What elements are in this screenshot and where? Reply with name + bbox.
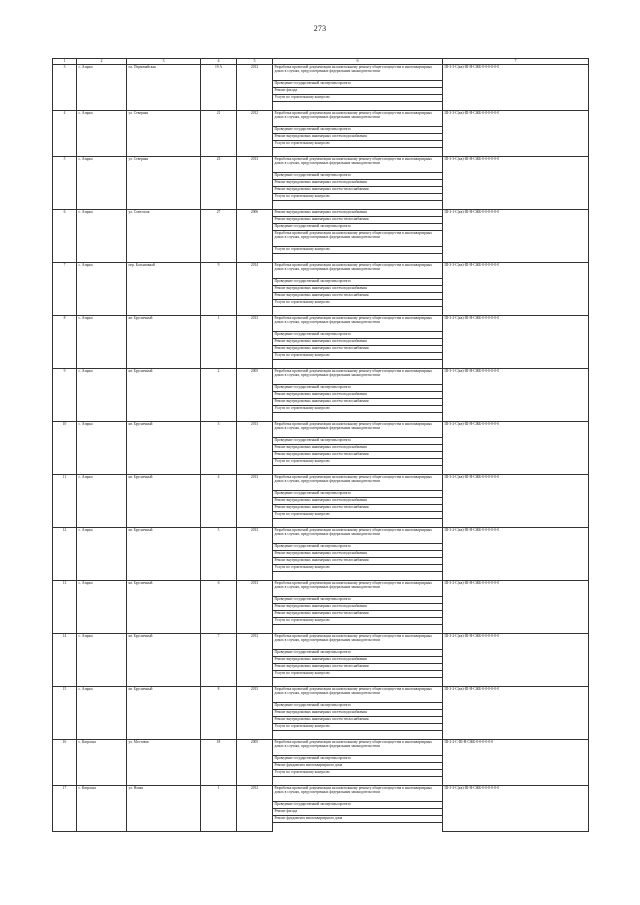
street-cell: ул. Северная (127, 111, 201, 157)
empty-cell (273, 731, 443, 740)
page-number: 273 (313, 24, 327, 33)
classification-code-cell: Ш-3-2-С(кв)-Ш-Н-СЖБ-0-0-0-0-0-0 (443, 422, 589, 475)
year-cell: 2013 (237, 581, 273, 634)
table-row (53, 528, 589, 544)
work-item-cell: Услуги по строительному контролю (273, 724, 443, 731)
year-cell: 2012 (237, 111, 273, 157)
work-item-cell: Разработка проектной документации на капитальному ремонту общего имущества в многоквартирных домах в случаях, предусмотренных федеральным законодательством (273, 475, 443, 491)
work-item-cell: Ремонт внутридомовых инженерных систем теплоснабжения (273, 717, 443, 724)
table-row (53, 111, 589, 127)
work-item-cell: Ремонт внутридомовых инженерных систем теплоснабжения (273, 452, 443, 459)
classification-code-cell: Ш-3-2-С(кв)-Ш-Н-СЖБ-0-0-0-0-0-0 (443, 687, 589, 740)
street-cell: кв. Бруснечный (127, 528, 201, 581)
work-item-cell: Ремонт внутридомовых инженерных систем водоснабжения (273, 286, 443, 293)
table-row (53, 369, 589, 385)
classification-code-cell: Ш-3-3-С(кв)-Ш-Н-СЖБ-0-0-0-0-0-0 (443, 786, 589, 832)
classification-code-cell: Ш-3-3-С(кв)-Ш-Н-СЖБ-0-0-0-0-0-0 (443, 65, 589, 111)
year-cell: 2013 (237, 316, 273, 369)
empty-cell (273, 102, 443, 111)
table-row (53, 65, 589, 81)
empty-cell (273, 678, 443, 687)
work-item-cell: Услуги по строительному контролю (273, 247, 443, 254)
work-item-cell: Ремонт внутридомовых инженерных систем водоснабжения (273, 710, 443, 717)
work-item-cell: Услуги по строительному контролю (273, 194, 443, 201)
work-item-cell: Ремонт внутридомовых инженерных систем водоснабжения (273, 339, 443, 346)
work-item-cell: Разработка проектной документации на капитальному ремонту общего имущества в многоквартирных домах в случаях, предусмотренных федеральным законодательством (273, 111, 443, 127)
work-item-cell: Ремонт внутридомовых инженерных систем теплоснабжения (273, 217, 443, 224)
street-cell: пл. Первомайская (127, 65, 201, 111)
house-number-cell: 23 (201, 157, 237, 210)
work-item-cell: Ремонт внутридомовых инженерных систем теплоснабжения (273, 399, 443, 406)
work-item-cell: Ремонт внутридомовых инженерных систем теплоснабжения (273, 293, 443, 300)
street-cell: ул. Новая (127, 786, 201, 832)
work-item-cell: Ремонт внутридомовых инженерных систем водоснабжения (273, 498, 443, 505)
street-cell: кв. Бруснечный (127, 369, 201, 422)
work-item-cell: Разработка проектной документации на капитальному ремонту общего имущества в многоквартирных домах в случаях, предусмотренных федеральным законодательством (273, 634, 443, 650)
work-item-cell: Разработка проектной документации на капитальному ремонту общего имущества в многоквартирных домах в случаях, предусмотренных федеральным законодательством (273, 157, 443, 173)
work-item-cell: Ремонт фундамента многоквартирного дома (273, 816, 443, 823)
classification-code-cell: Ш-3-1-С(кв)-Ш-Н-СЖБ-0-0-0-0-0-0 (443, 369, 589, 422)
settlement-cell: с. Катрасна (77, 786, 127, 832)
work-item-cell: Проведение государственной экспертизы проекта (273, 756, 443, 763)
empty-cell (273, 519, 443, 528)
settlement-cell: с. Азарка (77, 316, 127, 369)
col-header: 1 (53, 59, 77, 65)
house-number-cell: 21 (201, 111, 237, 157)
work-item-cell: Проведение государственной экспертизы проекта (273, 438, 443, 445)
street-cell: кв. Бруснечный (127, 422, 201, 475)
work-item-cell: Услуги по строительному контролю (273, 406, 443, 413)
house-number-cell: 1 (201, 316, 237, 369)
house-number-cell: 19 А (201, 65, 237, 111)
work-item-cell: Проведение государственной экспертизы проекта (273, 224, 443, 231)
work-item-cell: Проведение государственной экспертизы проекта (273, 703, 443, 710)
work-item-cell: Проведение государственной экспертизы проекта (273, 597, 443, 604)
work-item-cell: Ремонт внутридомовых инженерных систем теплоснабжения (273, 187, 443, 194)
work-item-cell: Разработка проектной документации на капитальному ремонту общего имущества в многоквартирных домах в случаях, предусмотренных федеральным законодательством (273, 369, 443, 385)
year-cell: 2012 (237, 786, 273, 832)
work-item-cell: Ремонт фасада (273, 809, 443, 816)
work-item-cell: Ремонт внутридомовых инженерных систем водоснабжения (273, 604, 443, 611)
classification-code-cell: Ш-3-1-С(кв)-Ш-Н-СЖБ-0-0-0-0-0-0 (443, 210, 589, 263)
work-item-cell: Разработка проектной документации на капитальному ремонту общего имущества в многоквартирных домах в случаях, предусмотренных федеральным законодательством (273, 786, 443, 802)
settlement-cell: с. Азарка (77, 528, 127, 581)
table-body (53, 65, 589, 832)
col-header: 4 (201, 59, 237, 65)
work-item-cell: Проведение государственной экспертизы проекта (273, 127, 443, 134)
work-item-cell: Ремонт внутридомовых инженерных систем водоснабжения (273, 180, 443, 187)
empty-cell (273, 777, 443, 786)
work-item-cell: Ремонт внутридомовых инженерных систем водоснабжения (273, 445, 443, 452)
settlement-cell: с. Азарка (77, 263, 127, 316)
street-cell: кв. Бруснечный (127, 634, 201, 687)
work-item-cell: Услуги по строительному контролю (273, 459, 443, 466)
table-row (53, 475, 589, 491)
row-number: 8 (53, 316, 77, 369)
row-number: 5 (53, 157, 77, 210)
empty-cell (273, 307, 443, 316)
work-item-cell: Услуги по строительному контролю (273, 353, 443, 360)
classification-code-cell: Ш-3-3-С(кв)-Ш-Н-СЖБ-0-0-0-0-0-0 (443, 111, 589, 157)
table-row (53, 157, 589, 173)
classification-code-cell: Ш-2-2-С-Ш-Н-СЖБ-0-0-0-0-0-0 (443, 740, 589, 786)
empty-cell (273, 823, 443, 832)
street-cell: ул. Мостовая (127, 740, 201, 786)
table-row (53, 316, 589, 332)
house-number-cell: 1 (201, 786, 237, 832)
table-row (53, 634, 589, 650)
work-item-cell: Ремонт внутридомовых инженерных систем водоснабжения (273, 392, 443, 399)
year-cell: 2013 (237, 422, 273, 475)
table-row (53, 581, 589, 597)
work-item-cell: Разработка проектной документации на капитальному ремонту общего имущества в многоквартирных домах в случаях, предусмотренных федеральным законодательством (273, 687, 443, 703)
year-cell: 2005 (237, 369, 273, 422)
row-number: 16 (53, 740, 77, 786)
street-cell: кв. Бруснечный (127, 316, 201, 369)
work-item-cell: Проведение государственной экспертизы проекта (273, 279, 443, 286)
settlement-cell: с. Азарка (77, 210, 127, 263)
row-number: 17 (53, 786, 77, 832)
year-cell: 2014 (237, 263, 273, 316)
work-item-cell: Услуги по строительному контролю (273, 618, 443, 625)
classification-code-cell: Ш-3-2-С(кв)-Ш-Н-СЖБ-0-0-0-0-0-0 (443, 634, 589, 687)
row-number: 11 (53, 475, 77, 528)
work-item-cell: Разработка проектной документации на капитальному ремонту общего имущества в многоквартирных домах в случаях, предусмотренных федеральным законодательством (273, 263, 443, 279)
settlement-cell: с. Азарка (77, 65, 127, 111)
work-item-cell: Разработка проектной документации на капитальному ремонту общего имущества в многоквартирных домах в случаях, предусмотренных федеральным законодательством (273, 528, 443, 544)
classification-code-cell: Ш-3-2-С(кв)-Ш-Н-СЖБ-0-0-0-0-0-0 (443, 316, 589, 369)
row-number: 13 (53, 581, 77, 634)
street-cell: кв. Бруснечный (127, 475, 201, 528)
work-item-cell: Ремонт внутридомовых инженерных систем теплоснабжения (273, 505, 443, 512)
work-item-cell: Разработка проектной документации на капитальному ремонту общего имущества в многоквартирных домах в случаях, предусмотренных федеральным законодательством (273, 65, 443, 81)
settlement-cell: с. Азарка (77, 581, 127, 634)
repair-program-table (52, 58, 589, 832)
street-cell: кв. Бруснечный (127, 687, 201, 740)
year-cell: 2013 (237, 157, 273, 210)
street-cell: пер. Больничный (127, 263, 201, 316)
house-number-cell: 9 (201, 263, 237, 316)
classification-code-cell: Ш-3-3-С(кв)-Ш-Н-СЖБ-0-0-0-0-0-0 (443, 157, 589, 210)
empty-cell (273, 413, 443, 422)
classification-code-cell: Ш-3-3-С(кв)-Ш-Н-СЖБ-0-0-0-0-0-0 (443, 263, 589, 316)
house-number-cell: 4 (201, 475, 237, 528)
table-row (53, 263, 589, 279)
col-header: 6 (273, 59, 443, 65)
classification-code-cell: Ш-3-2-С(кв)-Ш-Н-СЖБ-0-0-0-0-0-0 (443, 475, 589, 528)
work-item-cell: Ремонт внутридомовых инженерных систем водоснабжения (273, 551, 443, 558)
settlement-cell: с. Азарка (77, 687, 127, 740)
col-header: 3 (127, 59, 201, 65)
work-item-cell: Услуги по строительному контролю (273, 770, 443, 777)
row-number: 10 (53, 422, 77, 475)
empty-cell (273, 148, 443, 157)
house-number-cell: 27 (201, 210, 237, 263)
col-header: 5 (237, 59, 273, 65)
table-row (53, 422, 589, 438)
house-number-cell: 7 (201, 634, 237, 687)
house-number-cell: 6 (201, 581, 237, 634)
classification-code-cell: Ш-3-2-С(кв)-Ш-Н-СЖБ-0-0-0-0-0-0 (443, 528, 589, 581)
work-item-cell: Услуги по строительному контролю (273, 671, 443, 678)
classification-code-cell: Ш-3-2-С(кв)-Ш-Н-СЖБ-0-0-0-0-0-0 (443, 581, 589, 634)
work-item-cell: Услуги по строительному контролю (273, 141, 443, 148)
work-item-cell: Разработка проектной документации на капитальному ремонту общего имущества в многоквартирных домах в случаях, предусмотренных федеральным законодательством (273, 422, 443, 438)
col-header: 2 (77, 59, 127, 65)
work-item-cell: Проведение государственной экспертизы проекта (273, 173, 443, 180)
work-item-cell: Проведение государственной экспертизы проекта (273, 544, 443, 551)
empty-cell (273, 625, 443, 634)
table-row (53, 786, 589, 802)
settlement-cell: с. Катрасна (77, 740, 127, 786)
street-cell: ул. Северная (127, 157, 201, 210)
work-item-cell: Ремонт внутридомовых инженерных систем водоснабжения (273, 134, 443, 141)
work-item-cell: Ремонт фасада (273, 88, 443, 95)
work-item-cell: Ремонт фундамента многоквартирного дома (273, 763, 443, 770)
work-item-cell: Проведение государственной экспертизы проекта (273, 650, 443, 657)
row-number: 12 (53, 528, 77, 581)
work-item-cell: Услуги по строительному контролю (273, 300, 443, 307)
work-item-cell: Ремонт внутридомовых инженерных систем теплоснабжения (273, 558, 443, 565)
col-header: 7 (443, 59, 589, 65)
work-item-cell: Ремонт внутридомовых инженерных систем теплоснабжения (273, 664, 443, 671)
work-item-cell: Проведение государственной экспертизы проекта (273, 81, 443, 88)
empty-cell (273, 466, 443, 475)
empty-cell (273, 254, 443, 263)
work-item-cell: Ремонт внутридомовых инженерных систем водоснабжения (273, 210, 443, 217)
work-item-cell: Ремонт внутридомовых инженерных систем теплоснабжения (273, 346, 443, 353)
work-item-cell: Ремонт внутридомовых инженерных систем водоснабжения (273, 657, 443, 664)
house-number-cell: 18 (201, 740, 237, 786)
work-item-cell: Разработка проектной документации на капитальному ремонту общего имущества в многоквартирных домах в случаях, предусмотренных федеральным законодательством (273, 740, 443, 756)
empty-cell (273, 572, 443, 581)
settlement-cell: с. Азарка (77, 422, 127, 475)
settlement-cell: с. Азарка (77, 369, 127, 422)
row-number: 3 (53, 65, 77, 111)
work-item-cell: Услуги по строительному контролю (273, 565, 443, 572)
street-cell: ул. Советская (127, 210, 201, 263)
work-item-cell: Проведение государственной экспертизы проекта (273, 332, 443, 339)
row-number: 7 (53, 263, 77, 316)
house-number-cell: 2 (201, 369, 237, 422)
year-cell: 2006 (237, 210, 273, 263)
settlement-cell: с. Азарка (77, 157, 127, 210)
empty-cell (273, 201, 443, 210)
settlement-cell: с. Азарка (77, 111, 127, 157)
house-number-cell: 8 (201, 687, 237, 740)
row-number: 6 (53, 210, 77, 263)
work-item-cell: Разработка проектной документации на капитальному ремонту общего имущества в многоквартирных домах в случаях, предусмотренных федеральным законодательством (273, 581, 443, 597)
house-number-cell: 3 (201, 422, 237, 475)
table-row (53, 740, 589, 756)
year-cell: 2013 (237, 475, 273, 528)
year-cell: 2013 (237, 687, 273, 740)
work-item-cell: Разработка проектной документации на капитальному ремонту общего имущества в многоквартирных домах в случаях, предусмотренных федеральным законодательством (273, 316, 443, 332)
row-number: 4 (53, 111, 77, 157)
settlement-cell: с. Азарка (77, 475, 127, 528)
work-item-cell: Услуги по строительному контролю (273, 95, 443, 102)
work-item-cell: Разработка проектной документации на капитальному ремонту общего имущества в многоквартирных домах в случаях, предусмотренных федеральным законодательством (273, 231, 443, 247)
year-cell: 2013 (237, 634, 273, 687)
empty-cell (273, 360, 443, 369)
row-number: 14 (53, 634, 77, 687)
work-item-cell: Проведение государственной экспертизы проекта (273, 491, 443, 498)
house-number-cell: 5 (201, 528, 237, 581)
work-item-cell: Проведение государственной экспертизы проекта (273, 385, 443, 392)
year-cell: 2005 (237, 740, 273, 786)
work-item-cell: Ремонт внутридомовых инженерных систем теплоснабжения (273, 611, 443, 618)
year-cell: 2013 (237, 65, 273, 111)
table-row (53, 687, 589, 703)
table-row (53, 210, 589, 217)
street-cell: кв. Бруснечный (127, 581, 201, 634)
year-cell: 2013 (237, 528, 273, 581)
settlement-cell: с. Азарка (77, 634, 127, 687)
work-item-cell: Проведение государственной экспертизы проекта (273, 802, 443, 809)
row-number: 15 (53, 687, 77, 740)
row-number: 9 (53, 369, 77, 422)
work-item-cell: Услуги по строительному контролю (273, 512, 443, 519)
